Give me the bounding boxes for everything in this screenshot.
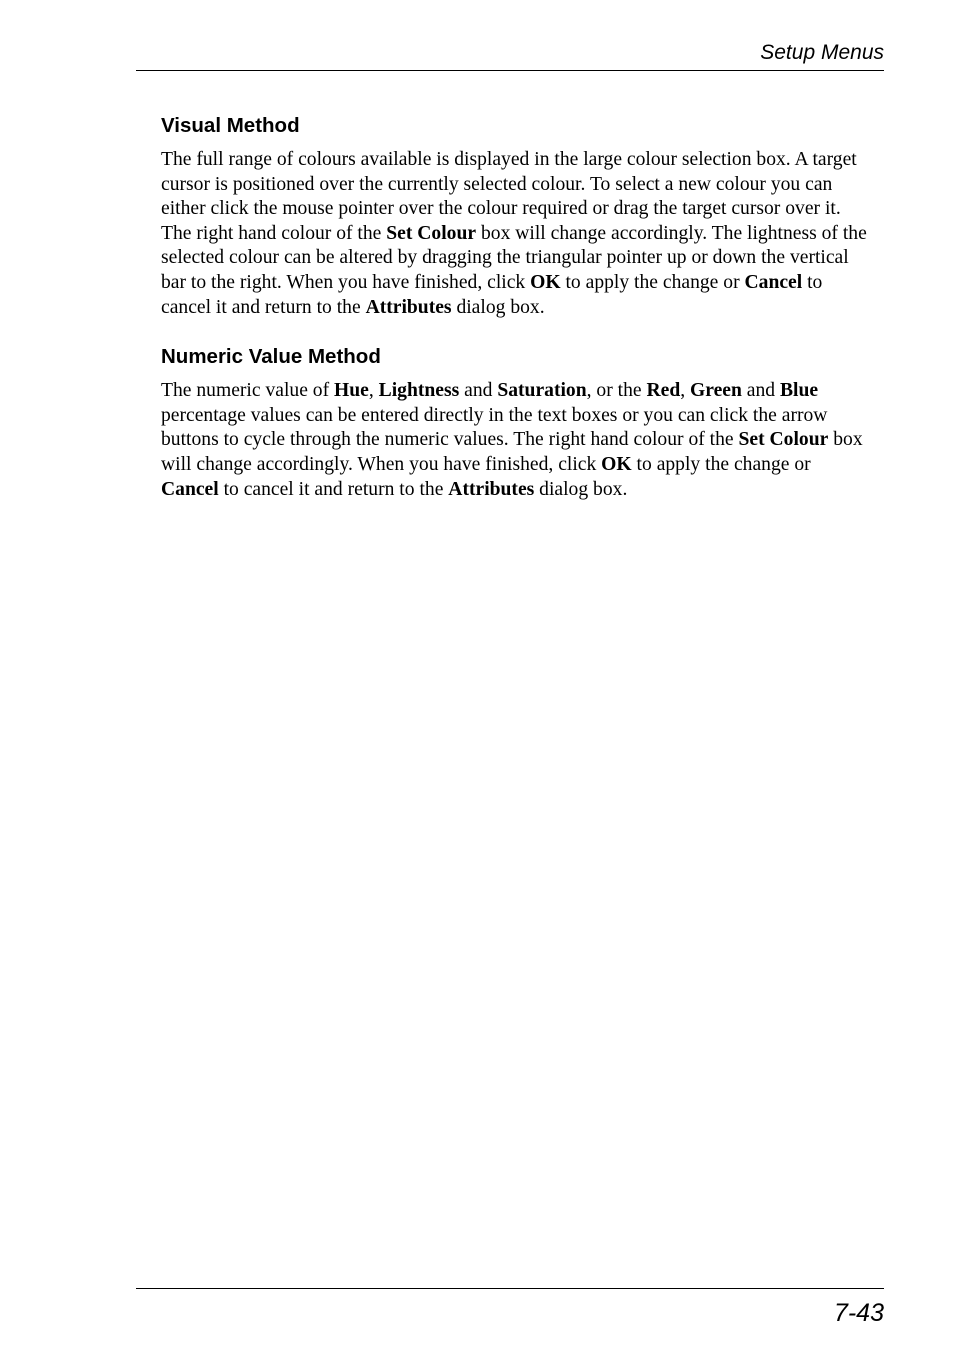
text-run: to apply the change or	[560, 271, 745, 293]
bold-term-set-colour: Set Colour	[386, 222, 477, 244]
text-run: The full range of colours available is displayed in the large colour selection box. A target cursor is positioned over the currently selected colour. To select a new colour you can either click the mouse pointer over the colour required or drag the target cursor over it. The right hand colour of the	[161, 149, 857, 244]
numeric-value-method-paragraph	[161, 379, 867, 502]
text-run: to apply the change or	[631, 453, 811, 475]
bold-term-attributes: Attributes	[365, 296, 452, 318]
bold-term-set-colour: Set Colour	[738, 429, 829, 451]
bold-term-lightness: Lightness	[378, 380, 460, 402]
text-run: ,	[368, 380, 379, 402]
bold-term-ok: OK	[530, 271, 561, 293]
text-run: box will change accordingly. The lightness of the selected colour can be altered by dragging the triangular pointer up or down the vertical bar to the right. When you have finished, click	[161, 222, 867, 293]
running-header-title: Setup Menus	[760, 41, 884, 64]
bold-term-red: Red	[646, 380, 681, 402]
bold-term-cancel: Cancel	[161, 478, 219, 500]
bold-term-attributes: Attributes	[448, 478, 535, 500]
footer-rule	[136, 1288, 884, 1289]
text-run: percentage values can be entered directly in the text boxes or you can click the arrow buttons to cycle through the numeric values. The right hand colour of the	[161, 404, 828, 451]
section-heading-numeric-value-method: Numeric Value Method	[161, 345, 381, 369]
text-run: box will change accordingly. When you have finished, click	[161, 429, 863, 475]
text-run: to cancel it and return to the	[218, 478, 449, 500]
text-run: dialog box.	[534, 478, 628, 500]
page-number: 7-43	[833, 1299, 884, 1327]
bold-term-ok: OK	[601, 453, 632, 475]
section-heading-visual-method: Visual Method	[161, 114, 300, 137]
text-run: ,	[680, 380, 691, 402]
text-run: , or the	[586, 380, 647, 402]
text-run: to cancel it and return to the	[161, 271, 823, 318]
bold-term-hue: Hue	[334, 380, 369, 402]
bold-term-saturation: Saturation	[497, 380, 587, 402]
text-run: dialog box.	[451, 296, 545, 318]
visual-method-paragraph	[161, 148, 867, 320]
header-rule	[136, 70, 884, 71]
bold-term-blue: Blue	[779, 380, 819, 402]
bold-term-green: Green	[690, 380, 742, 402]
text-run: and	[741, 380, 780, 402]
text-run: The numeric value of	[161, 380, 335, 402]
text-run: and	[459, 380, 498, 402]
page-content	[161, 112, 867, 525]
bold-term-cancel: Cancel	[744, 271, 803, 293]
